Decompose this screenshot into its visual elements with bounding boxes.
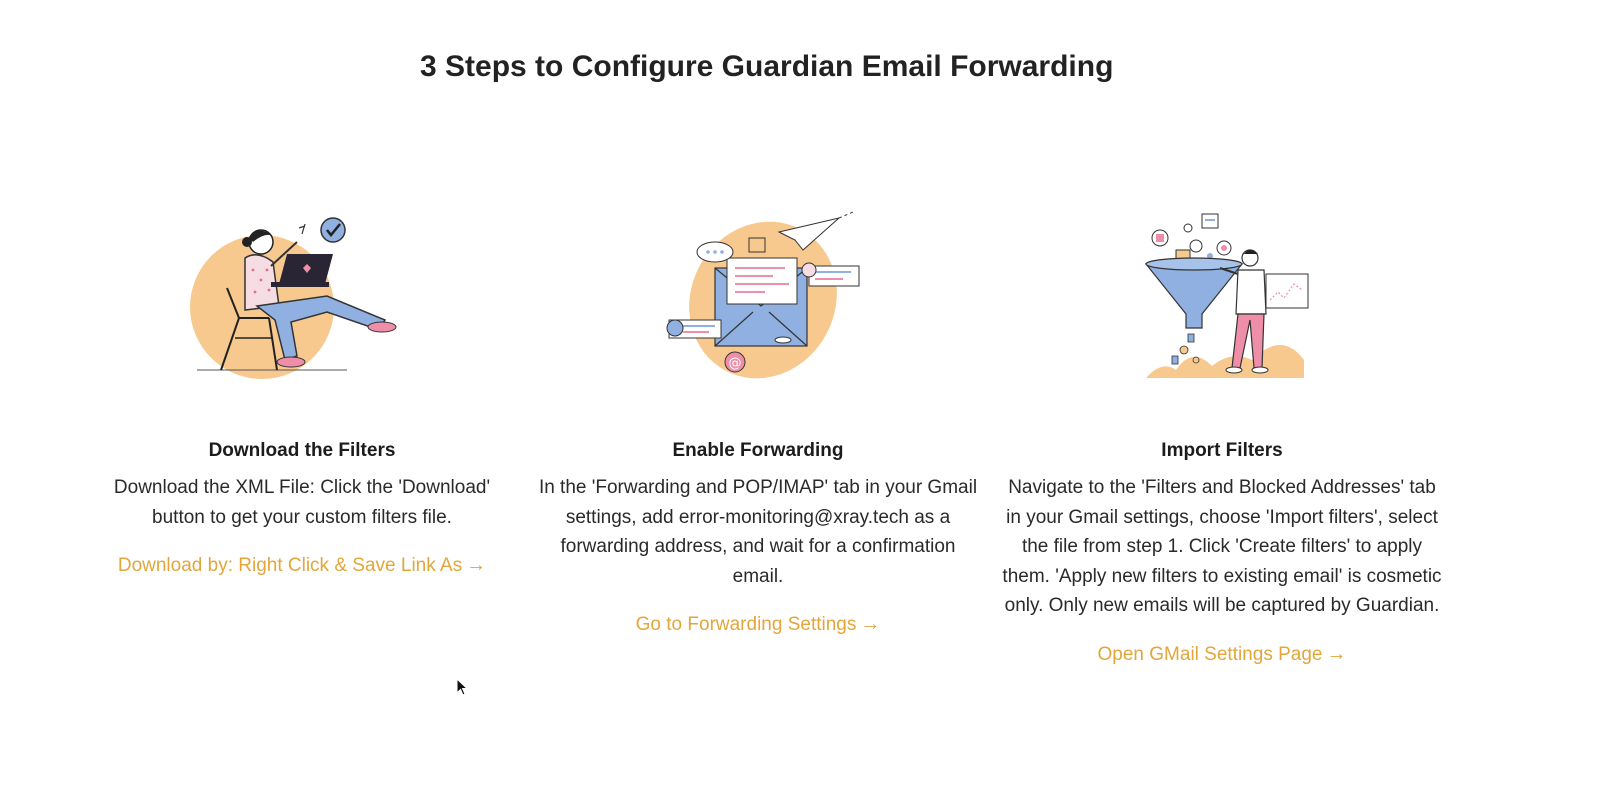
step-download-filters xyxy=(82,210,522,577)
funnel-illustration xyxy=(1132,210,1312,390)
link-label: Open GMail Settings Page xyxy=(1097,643,1323,665)
step-heading: Enable Forwarding xyxy=(672,440,844,461)
step-enable-forwarding xyxy=(528,210,988,636)
gmail-settings-link[interactable] xyxy=(1098,643,1347,666)
step-description: In the 'Forwarding and POP/IMAP' tab in your Gmail settings, add error-monitoring@xray.tech as a forwarding address, and wait for a confirmation email. xyxy=(538,477,978,587)
page-title: 3 Steps to Configure Guardian Email Forwarding xyxy=(420,50,1114,83)
download-filters-link[interactable] xyxy=(118,554,486,577)
svg-text:@: @ xyxy=(728,356,742,371)
link-label: Go to Forwarding Settings xyxy=(635,614,857,635)
step-description: Download the XML File: Click the 'Download' button to get your custom filters file. xyxy=(113,477,491,528)
step-heading: Download the Filters xyxy=(208,440,396,461)
forwarding-settings-link[interactable] xyxy=(636,613,881,636)
link-label: Download by: Right Click & Save Link As xyxy=(117,555,463,576)
step-heading: Import Filters xyxy=(1161,440,1283,461)
mouse-cursor-icon xyxy=(456,678,470,698)
step-description: Navigate to the 'Filters and Blocked Addresses' tab in your Gmail settings, choose 'Import filters', select the file from step 1. Click 'Create filters' to apply them. 'Apply new filters to existing email' is cosmetic only. Only new emails will be captured by Guardian. xyxy=(1002,477,1442,616)
arrow-right-icon: → xyxy=(860,613,881,635)
step-import-filters xyxy=(992,210,1452,666)
woman-with-laptop-illustration xyxy=(187,210,417,390)
envelope-illustration xyxy=(653,210,863,390)
arrow-right-icon: → xyxy=(1326,642,1347,665)
arrow-right-icon: → xyxy=(466,554,487,576)
